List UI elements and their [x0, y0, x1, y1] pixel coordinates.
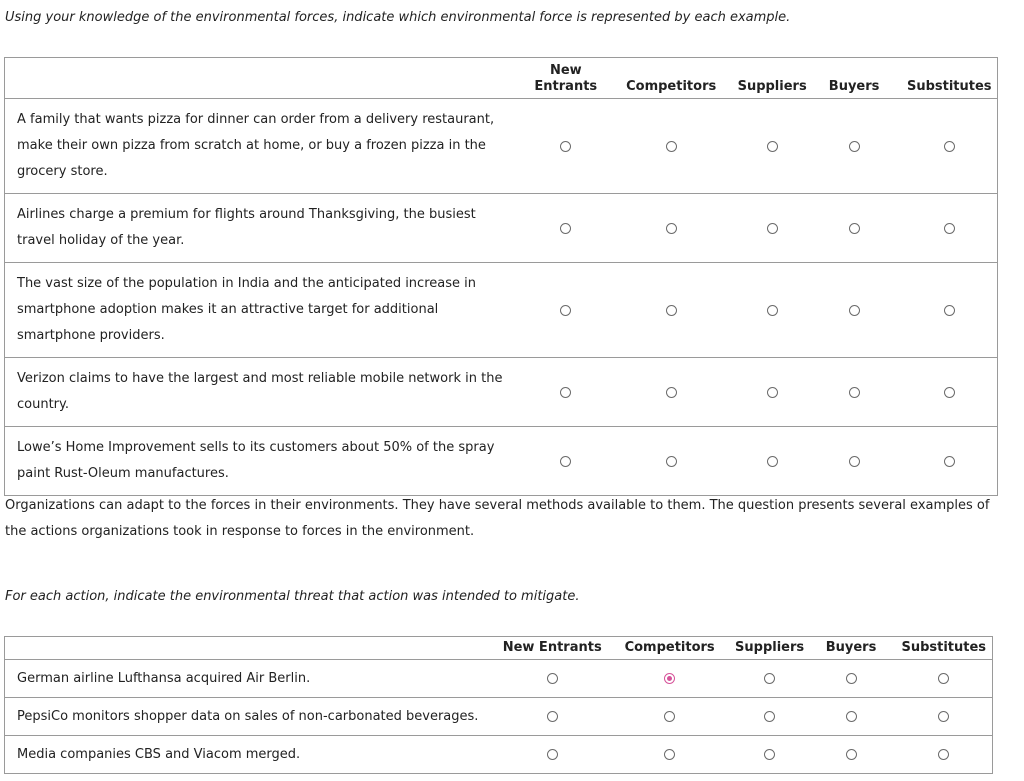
- radio-cell: [733, 736, 807, 774]
- radio-cell: [807, 698, 896, 736]
- radio-suppliers[interactable]: [764, 711, 775, 722]
- radio-buyers[interactable]: [849, 141, 860, 152]
- radio-cell: [738, 99, 807, 194]
- radio-cell: [902, 194, 998, 263]
- radio-suppliers[interactable]: [764, 673, 775, 684]
- radio-cell: [733, 660, 807, 698]
- radio-new-entrants[interactable]: [560, 223, 571, 234]
- col-suppliers: Suppliers: [733, 637, 807, 660]
- radio-new-entrants[interactable]: [560, 141, 571, 152]
- force-matrix-1: [4, 57, 998, 496]
- radio-cell: [895, 660, 992, 698]
- radio-cell: [605, 99, 738, 194]
- radio-cell: [605, 358, 738, 427]
- radio-cell: [738, 194, 807, 263]
- question-row: [5, 263, 998, 358]
- col-new-entrants: New Entrants: [498, 637, 607, 660]
- radio-competitors[interactable]: [664, 673, 675, 684]
- radio-cell: [738, 358, 807, 427]
- radio-cell: [605, 427, 738, 496]
- radio-cell: [895, 736, 992, 774]
- radio-competitors[interactable]: [666, 141, 677, 152]
- radio-new-entrants[interactable]: [547, 673, 558, 684]
- col-buyers: Buyers: [807, 637, 896, 660]
- empty-header: [5, 58, 527, 99]
- radio-buyers[interactable]: [849, 456, 860, 467]
- col-substitutes: Substitutes: [902, 58, 998, 99]
- radio-cell: [605, 263, 738, 358]
- col-substitutes: Substitutes: [895, 637, 992, 660]
- radio-new-entrants[interactable]: [560, 387, 571, 398]
- col-competitors: Competitors: [607, 637, 733, 660]
- radio-suppliers[interactable]: [764, 749, 775, 760]
- radio-buyers[interactable]: [849, 223, 860, 234]
- empty-header: [5, 637, 498, 660]
- radio-substitutes[interactable]: [944, 305, 955, 316]
- radio-suppliers[interactable]: [767, 305, 778, 316]
- radio-competitors[interactable]: [666, 305, 677, 316]
- radio-suppliers[interactable]: [767, 456, 778, 467]
- radio-cell: [498, 698, 607, 736]
- radio-cell: [498, 736, 607, 774]
- radio-substitutes[interactable]: [944, 141, 955, 152]
- question-text: The vast size of the population in India and the anticipated increase in smartphone adoption makes it an attractive target for additional smartphone providers.: [5, 263, 527, 358]
- col-suppliers: Suppliers: [738, 58, 807, 99]
- col-competitors: Competitors: [605, 58, 738, 99]
- radio-cell: [527, 358, 605, 427]
- instruction-2: For each action, indicate the environmental threat that action was intended to mitigate.: [5, 589, 580, 604]
- question-row: [5, 660, 993, 698]
- radio-competitors[interactable]: [666, 456, 677, 467]
- radio-cell: [895, 698, 992, 736]
- radio-cell: [902, 99, 998, 194]
- radio-cell: [605, 194, 738, 263]
- question-row: [5, 698, 993, 736]
- header-row: [5, 58, 998, 99]
- radio-competitors[interactable]: [666, 223, 677, 234]
- radio-cell: [902, 263, 998, 358]
- force-matrix-2: [4, 636, 993, 774]
- radio-buyers[interactable]: [849, 305, 860, 316]
- question-text: Media companies CBS and Viacom merged.: [5, 736, 498, 774]
- radio-cell: [527, 194, 605, 263]
- radio-suppliers[interactable]: [767, 223, 778, 234]
- radio-substitutes[interactable]: [938, 749, 949, 760]
- question-text: Lowe’s Home Improvement sells to its customers about 50% of the spray paint Rust-Oleum manufactures.: [5, 427, 527, 496]
- radio-buyers[interactable]: [846, 673, 857, 684]
- question-row: [5, 358, 998, 427]
- question-row: [5, 736, 993, 774]
- radio-suppliers[interactable]: [767, 141, 778, 152]
- question-row: [5, 194, 998, 263]
- radio-cell: [527, 99, 605, 194]
- radio-cell: [807, 660, 896, 698]
- radio-cell: [738, 427, 807, 496]
- radio-cell: [607, 698, 733, 736]
- radio-cell: [527, 263, 605, 358]
- radio-competitors[interactable]: [664, 711, 675, 722]
- radio-competitors[interactable]: [664, 749, 675, 760]
- adaptation-paragraph: Organizations can adapt to the forces in their environments. They have several methods available to them. The question presents several examples of the actions organizations took in response to forces in the environment.: [5, 498, 990, 539]
- radio-cell: [527, 427, 605, 496]
- header-row: [5, 637, 993, 660]
- radio-cell: [807, 194, 902, 263]
- radio-competitors[interactable]: [666, 387, 677, 398]
- radio-substitutes[interactable]: [944, 223, 955, 234]
- radio-cell: [498, 660, 607, 698]
- radio-substitutes[interactable]: [938, 711, 949, 722]
- radio-substitutes[interactable]: [938, 673, 949, 684]
- radio-cell: [607, 736, 733, 774]
- radio-cell: [807, 427, 902, 496]
- radio-cell: [807, 99, 902, 194]
- radio-buyers[interactable]: [849, 387, 860, 398]
- radio-new-entrants[interactable]: [547, 749, 558, 760]
- radio-substitutes[interactable]: [944, 387, 955, 398]
- question-text: Airlines charge a premium for flights around Thanksgiving, the busiest travel holiday of the year.: [5, 194, 527, 263]
- radio-substitutes[interactable]: [944, 456, 955, 467]
- question-row: [5, 427, 998, 496]
- radio-cell: [807, 736, 896, 774]
- radio-suppliers[interactable]: [767, 387, 778, 398]
- radio-cell: [607, 660, 733, 698]
- radio-cell: [733, 698, 807, 736]
- radio-cell: [738, 263, 807, 358]
- question-row: [5, 99, 998, 194]
- instruction-1: Using your knowledge of the environmental forces, indicate which environmental force is represented by each example.: [5, 10, 791, 25]
- question-text: PepsiCo monitors shopper data on sales of non-carbonated beverages.: [5, 698, 498, 736]
- radio-new-entrants[interactable]: [560, 456, 571, 467]
- radio-cell: [807, 263, 902, 358]
- radio-cell: [807, 358, 902, 427]
- question-text: A family that wants pizza for dinner can order from a delivery restaurant, make their own pizza from scratch at home, or buy a frozen pizza in the grocery store.: [5, 99, 527, 194]
- radio-cell: [902, 358, 998, 427]
- question-text: German airline Lufthansa acquired Air Berlin.: [5, 660, 498, 698]
- question-text: Verizon claims to have the largest and most reliable mobile network in the country.: [5, 358, 527, 427]
- radio-cell: [902, 427, 998, 496]
- radio-buyers[interactable]: [846, 749, 857, 760]
- col-buyers: Buyers: [807, 58, 902, 99]
- radio-buyers[interactable]: [846, 711, 857, 722]
- radio-new-entrants[interactable]: [547, 711, 558, 722]
- col-new-entrants: New Entrants: [527, 58, 605, 99]
- radio-new-entrants[interactable]: [560, 305, 571, 316]
